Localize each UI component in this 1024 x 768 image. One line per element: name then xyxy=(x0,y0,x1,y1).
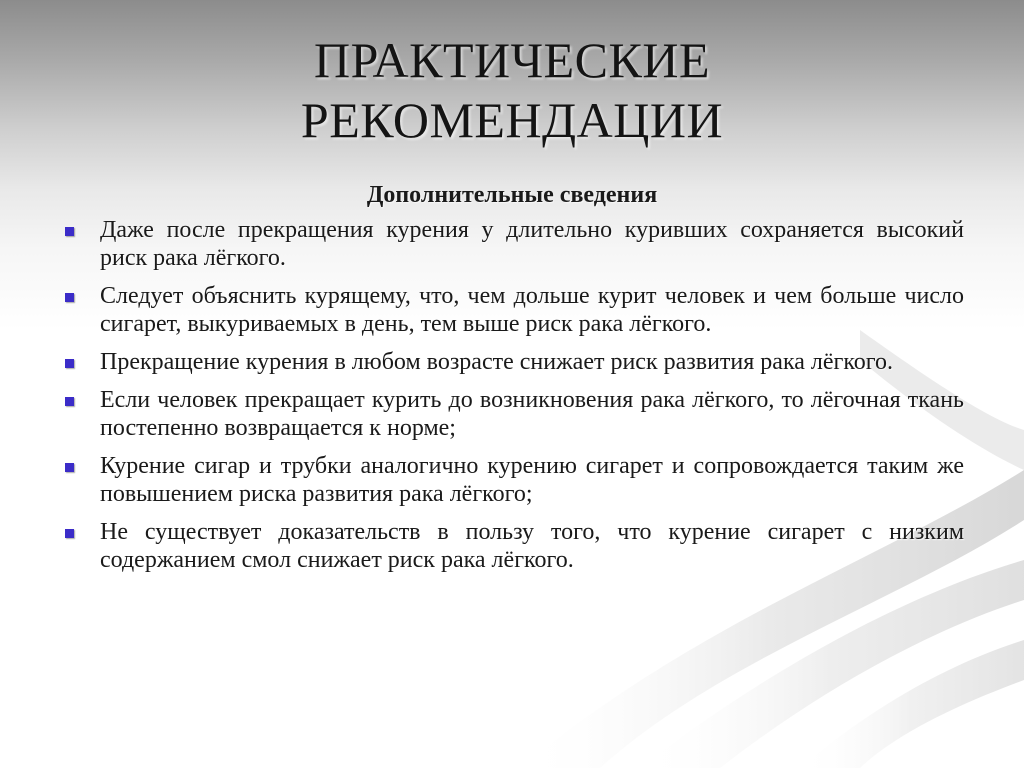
bullet-item xyxy=(62,452,964,508)
bullet-text: Если человек прекращает курить до возникновения рака лёгкого, то лёгочная ткань постепенно возвращается к норме; xyxy=(100,387,964,441)
bullet-marker-icon xyxy=(65,463,74,472)
bullet-marker-icon xyxy=(65,529,74,538)
bullet-text: Не существует доказательств в пользу того, что курение сигарет с низким содержанием смол снижает риск рака лёгкого. xyxy=(100,519,964,573)
slide-subtitle: Дополнительные сведения xyxy=(366,182,658,208)
bullet-item xyxy=(62,216,964,272)
bullet-text: Прекращение курения в любом возрасте снижает риск развития рака лёгкого. xyxy=(100,349,894,375)
bullet-item xyxy=(62,282,964,338)
bullet-marker-icon xyxy=(65,293,74,302)
bullet-item xyxy=(62,386,964,442)
title-line-2: РЕКОМЕНДАЦИИ xyxy=(300,92,724,148)
title-line-1: ПРАКТИЧЕСКИЕ xyxy=(313,32,710,88)
bullet-text: Даже после прекращения курения у длительно куривших сохраняется высокий риск рака лёгкого. xyxy=(100,217,964,271)
bullet-text: Курение сигар и трубки аналогично курению сигарет и сопровождается таким же повышением риска развития рака лёгкого; xyxy=(100,453,964,507)
bullet-marker-icon xyxy=(65,397,74,406)
slide-title xyxy=(0,30,1024,150)
bullet-text: Следует объяснить курящему, что, чем дольше курит человек и чем больше число сигарет, выкуриваемых в день, тем выше риск рака лёгкого. xyxy=(100,283,964,337)
bullet-item xyxy=(62,348,964,376)
bullet-item xyxy=(62,518,964,574)
bullet-marker-icon xyxy=(65,359,74,368)
bullet-marker-icon xyxy=(65,227,74,236)
bullet-list xyxy=(62,216,964,584)
